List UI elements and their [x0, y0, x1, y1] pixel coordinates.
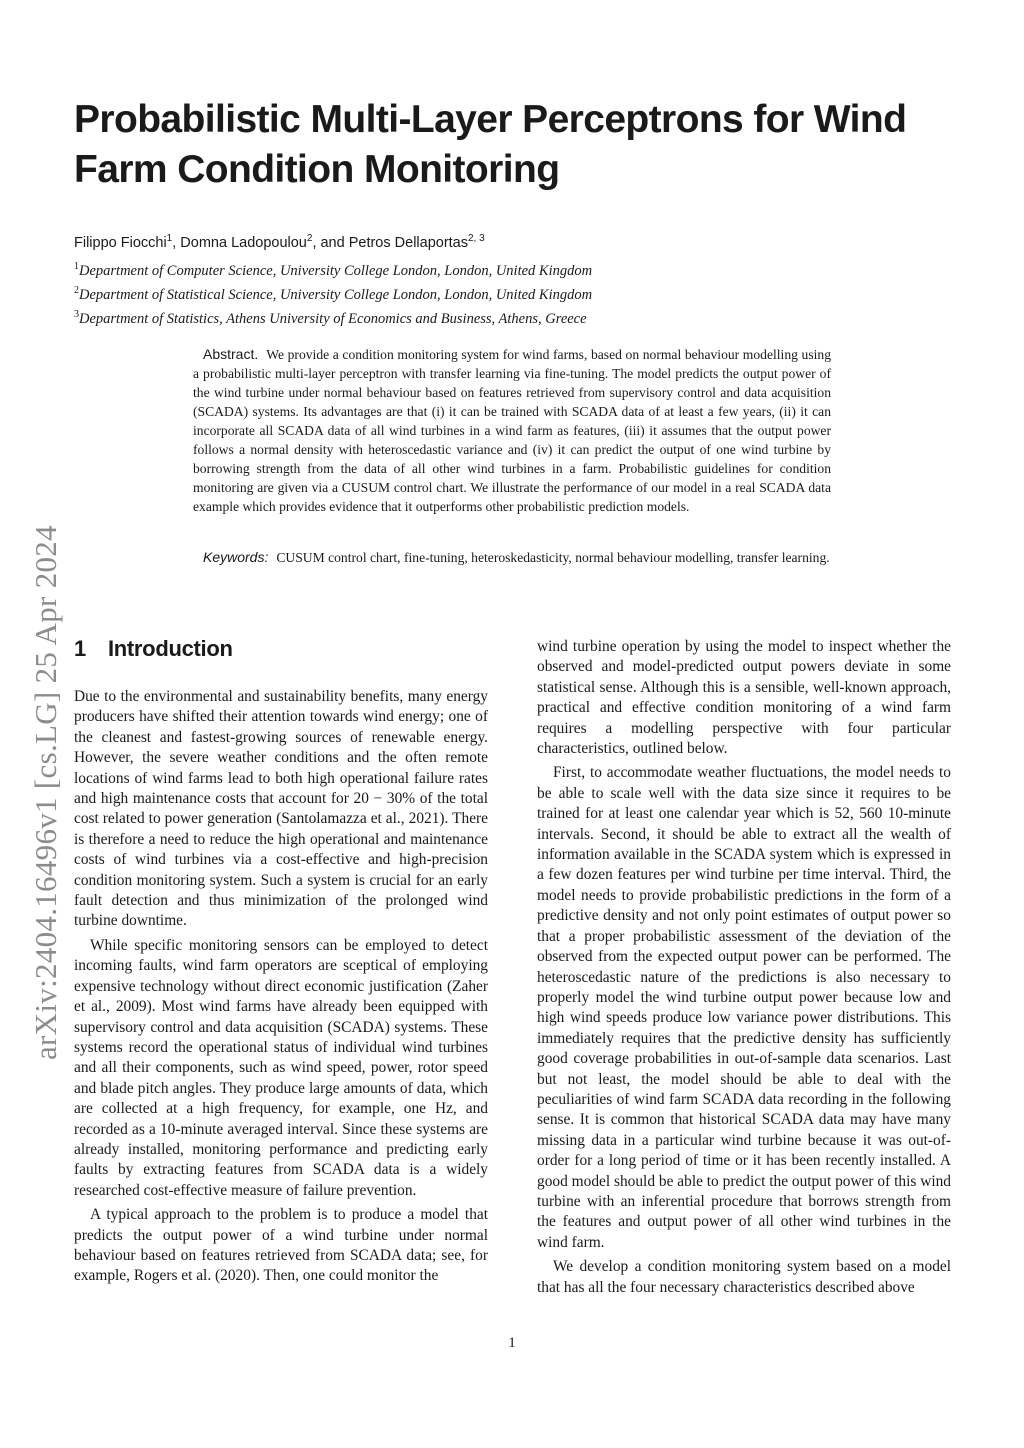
paragraph: A typical approach to the problem is to produce a model that predicts the output power of a wind turbine under normal behaviour based on features retrieved from SCADA data; see, for example, Rogers et al. (2020). Then, one could monitor the: [74, 1206, 488, 1285]
section-title: Introduction: [107, 636, 233, 661]
affiliation-text: Department of Computer Science, University College London, London, United Kingdom: [79, 262, 593, 279]
keywords-label: Keywords:: [203, 549, 269, 565]
author-name: Filippo Fiocchi: [74, 234, 167, 251]
abstract-text: We provide a condition monitoring system for wind farms, based on normal behaviour modelling using a probabilistic multi-layer perceptron with transfer learning via fine-tuning. The model predicts the output power of the wind turbine under normal behaviour based on features retrieved from supervisory control and data acquisition (SCADA) systems. Its advantages are that (i) it can be trained with SCADA data of at least a few years, (ii) it can incorporate all SCADA data of all wind turbines in a wind farm as features, (iii) it assumes that the output power follows a normal density with heteroscedastic variance and (iv) it can predict the output of one wind turbine by borrowing strength from the data of all other wind turbines in a farm. Probabilistic guidelines for condition monitoring are given via a CUSUM control chart. We illustrate the performance of our model in a real SCADA data example which provides evidence that it outperforms other probabilistic prediction models.: [193, 347, 831, 514]
author-name: Petros Dellaportas: [348, 234, 468, 251]
left-column: [74, 687, 488, 1287]
paragraph: First, to accommodate weather fluctuations, the model needs to be able to scale well with the data size since it requires to be trained for at least one calendar year which is 52, 560 10-minute intervals. Second, it should be able to extract all the wealth of information available in the SCADA system which is expressed in a few dozen features per wind turbine per time interval. Third, the model needs to provide probabilistic predictions in the form of a predictive density and not only point estimates of output power so that a proper probabilistic assessment of the deviation of the observed from the expected output power can be performed. The heteroscedastic nature of the predictions is also necessary to properly model the wind turbine output power because low and high wind speeds produce low variance power distributions. This immediately requires that the predictive density has sufficiently good coverage probabilities in out-of-sample data scenarios. Last but not least, the model should be able to deal with the peculiarities of wind farm SCADA data recording in the following sense. It is common that historical SCADA data may have many missing data in a particular wind turbine because it was out-of-order for a long period of time or it has been recently installed. A good model should be able to predict the output power of this wind turbine with an inferential procedure that borrows strength from the features and output power of all other wind turbines in the wind farm.: [537, 764, 951, 1251]
affiliation-line: [74, 281, 592, 305]
paragraph: Due to the environmental and sustainability benefits, many energy producers have shifted their attention towards wind energy; one of the cleanest and fastest-growing sources of renewable energy. However, the severe weather conditions and the often remote locations of wind farms lead to both high operational failure rates and high maintenance costs that account for 20 − 30% of the total cost related to power generation (Santolamazza et al., 2021). There is therefore a need to reduce the high operational and maintenance costs of wind turbines via a cost-effective and high-precision condition monitoring system. Such a system is crucial for an early fault detection and thus minimization of the prolonged wind turbine downtime.: [74, 688, 488, 930]
affiliation-line: [74, 257, 592, 281]
author-separator: , and: [312, 234, 349, 251]
author-separator: ,: [172, 234, 181, 251]
affiliation-text: Department of Statistics, Athens University of Economics and Business, Athens, Greece: [79, 310, 587, 327]
abstract: [193, 345, 831, 516]
affiliation-mark: 3: [74, 308, 79, 320]
page-number: 1: [508, 1335, 516, 1351]
author-name: Domna Ladopoulou: [180, 234, 307, 251]
paper-title: Probabilistic Multi-Layer Perceptrons for Wind Farm Condition Monitoring: [74, 98, 907, 191]
section-heading: [74, 636, 233, 662]
abstract-label: Abstract.: [203, 346, 259, 362]
affiliation-mark: 2: [74, 284, 79, 296]
section-number: 1: [74, 636, 86, 661]
author-list: [74, 233, 485, 251]
paragraph: While specific monitoring sensors can be employed to detect incoming faults, wind farm operators are sceptical of employing expensive technology without direct economic justification (Zaher et al., 2009). Most wind farms have already been equipped with supervisory control and data acquisition (SCADA) systems. These systems record the operational status of individual wind turbines and all their components, such as wind speed, power, rotor speed and blade pitch angles. They produce large amounts of data, which are collected at a high frequency, for example, one Hz, and recorded as a 10-minute averaged interval. Since these systems are already installed, monitoring performance and predicting early faults by extracting features from SCADA data is a widely researched cost-effective measure of failure prevention.: [74, 936, 488, 1199]
paragraph: wind turbine operation by using the model to inspect whether the observed and model-predicted output powers deviate in some statistical sense. Although this is a sensible, well-known approach, practical and effective condition monitoring of a wind farm requires a modelling perspective with four particular characteristics, outlined below.: [537, 638, 951, 758]
author-affiliation-mark: 2: [306, 233, 313, 244]
affiliation-text: Department of Statistical Science, University College London, London, United Kingdom: [79, 286, 593, 303]
author-affiliation-mark: 1: [166, 233, 173, 244]
affiliation-mark: 1: [74, 261, 79, 272]
keywords-text: CUSUM control chart, fine-tuning, heteroskedasticity, normal behaviour modelling, transfer learning.: [276, 550, 830, 565]
paragraph: We develop a condition monitoring system based on a model that has all the four necessary characteristics described above: [537, 1258, 951, 1296]
author-affiliation-mark: 2, 3: [468, 233, 485, 244]
keywords: [193, 548, 831, 567]
arxiv-identifier-stamp: arXiv:2404.16496v1 [cs.LG] 25 Apr 2024: [28, 525, 63, 1060]
affiliation-line: [74, 305, 592, 329]
affiliation-list: [74, 257, 592, 328]
right-column: [537, 637, 951, 1298]
